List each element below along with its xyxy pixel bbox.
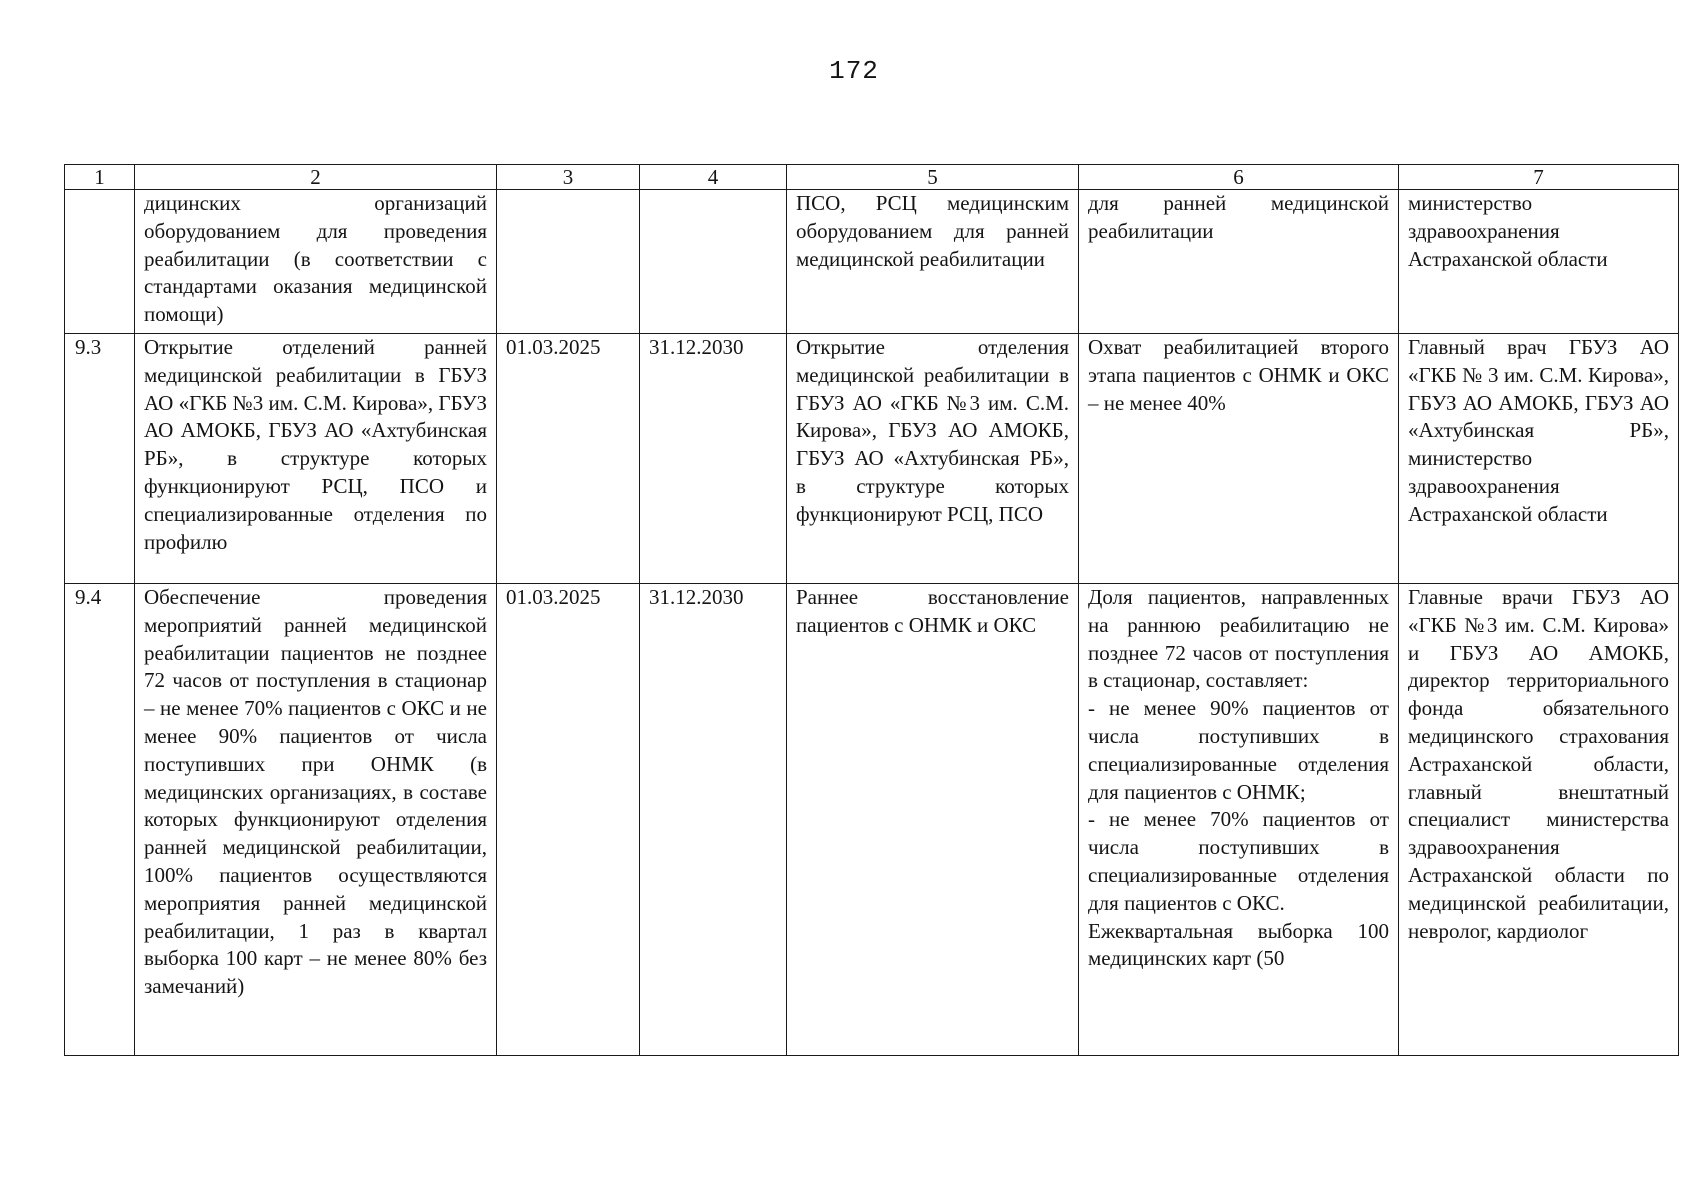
responsible: Главные врачи ГБУЗ АО «ГКБ №3 им. С.М. Кирова» и ГБУЗ АО АМОКБ, директор территориального фонда обязательного медицинского страхования Астраханской области, главный внештатный специалист министерства здравоохранения Астраханской области по медицинской реабилитации, невролог, кардиолог xyxy=(1399,584,1679,1056)
measures-table xyxy=(64,164,1679,1056)
column-number: 5 xyxy=(787,165,1079,190)
expected-result: Раннее восстановление пациентов с ОНМК и ОКС xyxy=(787,584,1079,1056)
page-number: 172 xyxy=(829,56,879,86)
table-row xyxy=(65,190,1679,334)
start-date xyxy=(497,190,640,334)
column-number: 2 xyxy=(135,165,497,190)
item-number xyxy=(65,190,135,334)
end-date: 31.12.2030 xyxy=(640,584,787,1056)
column-number: 3 xyxy=(497,165,640,190)
table-row xyxy=(65,584,1679,1056)
expected-result: ПСО, РСЦ медицинским оборудованием для ранней медицинской реабилитации xyxy=(787,190,1079,334)
end-date xyxy=(640,190,787,334)
start-date: 01.03.2025 xyxy=(497,334,640,584)
responsible: Главный врач ГБУЗ АО «ГКБ № 3 им. С.М. Кирова», ГБУЗ АО АМОКБ, ГБУЗ АО «Ахтубинская РБ», министерство здравоохранения Астраханской области xyxy=(1399,334,1679,584)
column-number: 7 xyxy=(1399,165,1679,190)
measure-description: Обеспечение проведения мероприятий ранней медицинской реабилитации пациентов не позднее 72 часов от поступления в стационар – не менее 70% пациентов с ОКС и не менее 90% пациентов от числа поступивших при ОНМК (в медицинских организациях, в составе которых функционируют отделения ранней медицинской реабилитации, 100% пациентов осуществляются мероприятия ранней медицинской реабилитации, 1 раз в квартал выборка 100 карт – не менее 80% без замечаний) xyxy=(135,584,497,1056)
indicator: Охват реабилитацией второго этапа пациентов с ОНМК и ОКС – не менее 40% xyxy=(1079,334,1399,584)
column-number: 1 xyxy=(65,165,135,190)
measure-description: дицинских организаций оборудованием для проведения реабилитации (в соответствии с стандартами оказания медицинской помощи) xyxy=(135,190,497,334)
column-number: 4 xyxy=(640,165,787,190)
indicator: для ранней медицинской реабилитации xyxy=(1079,190,1399,334)
item-number: 9.4 xyxy=(65,584,135,1056)
indicator: Доля пациентов, направленных на раннюю реабилитацию не позднее 72 часов от поступления в стационар, составляет: - не менее 90% пациентов от числа поступивших в специализированные отделения для пациентов с ОНМК; - не менее 70% пациентов от числа поступивших в специализированные отделения для пациентов с ОКС. Ежеквартальная выборка 100 медицинских карт (50 xyxy=(1079,584,1399,1056)
column-number-row xyxy=(65,165,1679,190)
start-date: 01.03.2025 xyxy=(497,584,640,1056)
column-number: 6 xyxy=(1079,165,1399,190)
responsible: министерство здравоохранения Астраханской области xyxy=(1399,190,1679,334)
expected-result: Открытие отделения медицинской реабилитации в ГБУЗ АО «ГКБ №3 им. С.М. Кирова», ГБУЗ АО АМОКБ, ГБУЗ АО «Ахтубинская РБ», в структуре которых функционируют РСЦ, ПСО xyxy=(787,334,1079,584)
table-row xyxy=(65,334,1679,584)
end-date: 31.12.2030 xyxy=(640,334,787,584)
measure-description: Открытие отделений ранней медицинской реабилитации в ГБУЗ АО «ГКБ №3 им. С.М. Кирова», ГБУЗ АО АМОКБ, ГБУЗ АО «Ахтубинская РБ», в структуре которых функционируют РСЦ, ПСО и специализированные отделения по профилю xyxy=(135,334,497,584)
item-number: 9.3 xyxy=(65,334,135,584)
